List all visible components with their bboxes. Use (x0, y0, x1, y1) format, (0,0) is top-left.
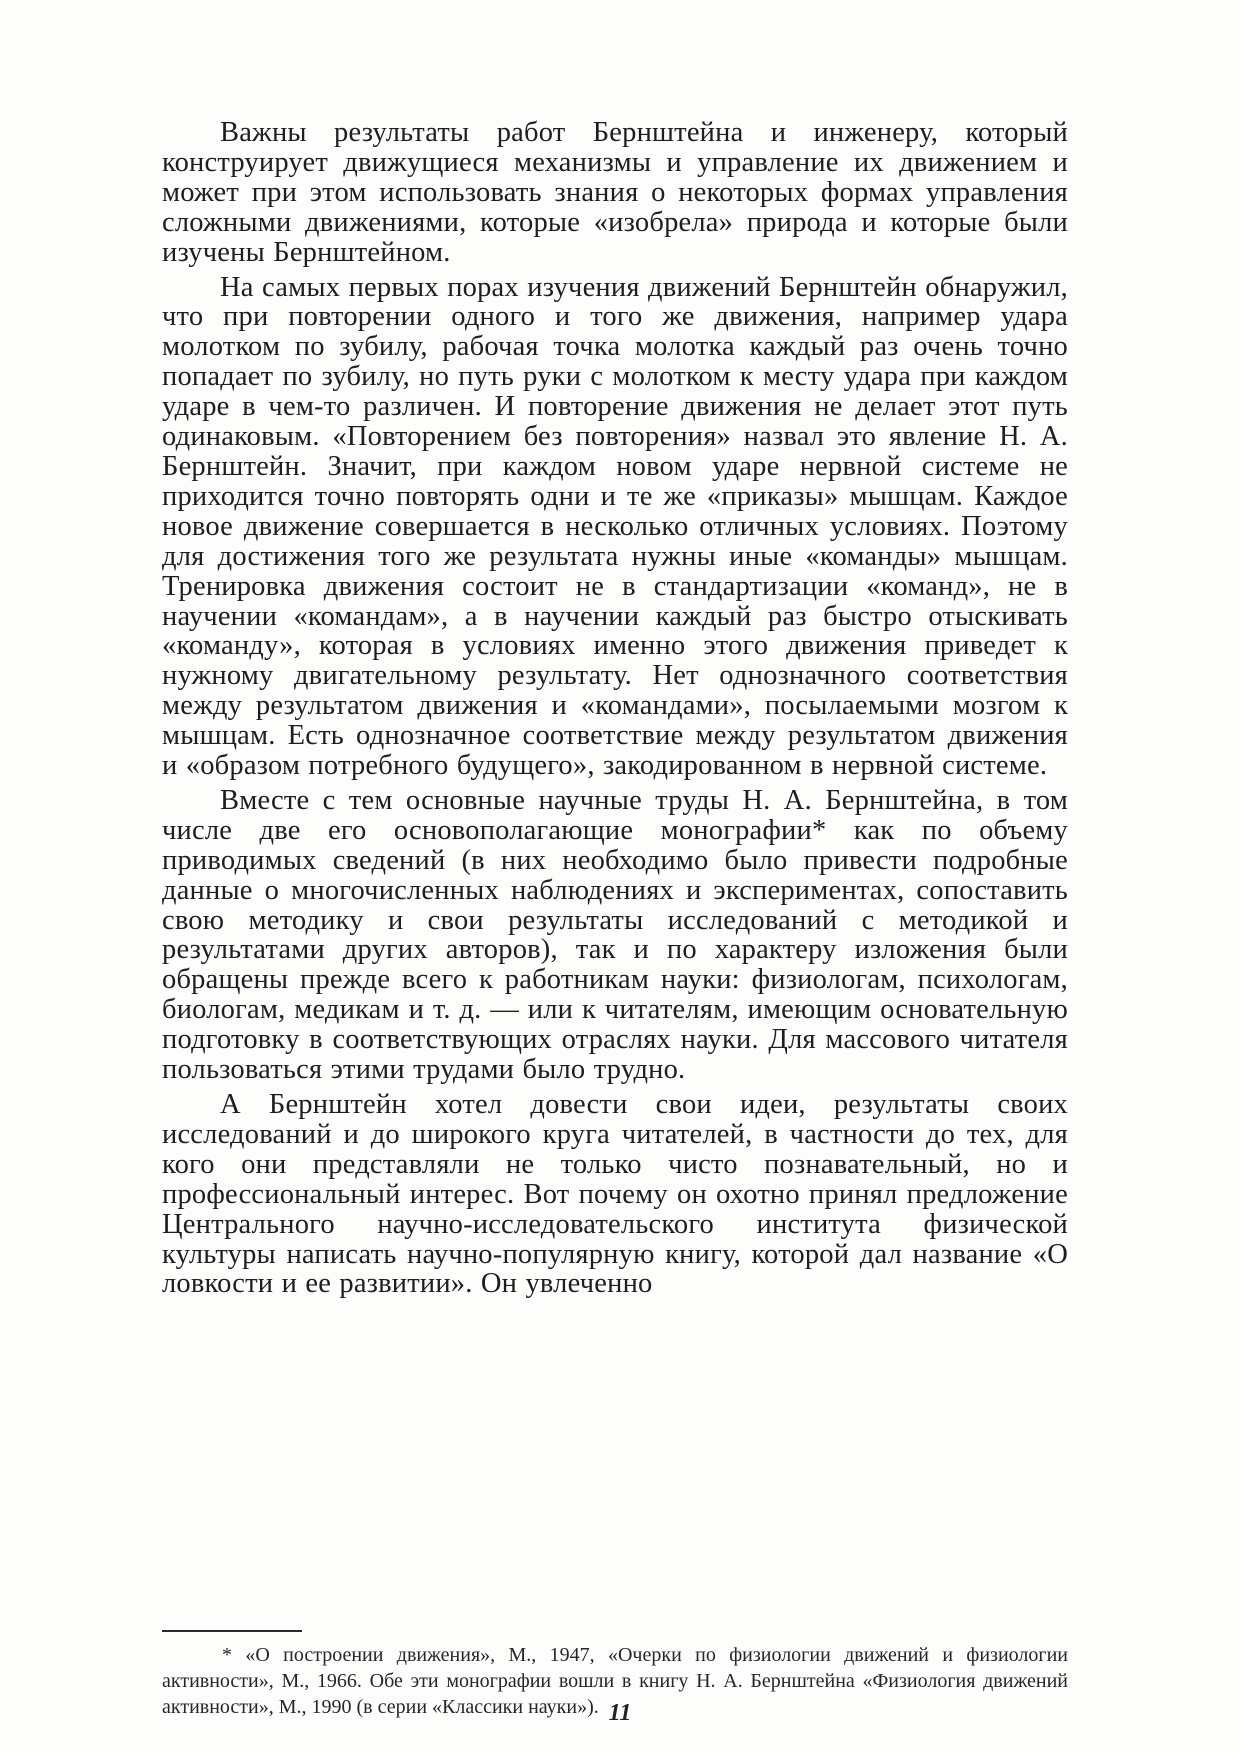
paragraph-2: На самых первых порах изучения движений Бернштейн обнаружил, что при повторении одного и того же движения, например удара молотком по зубилу, рабочая точка молотка каждый раз очень точно попадает по зубилу, но путь руки с молотком к месту удара при каждом ударе в чем-то различен. И повторение движения не делает этот путь одинаковым. «Повторением без повторения» назвал это явление Н. А. Бернштейн. Значит, при каждом новом ударе нервной системе не приходится точно повторять одни и те же «приказы» мышцам. Каждое новое движение совершается в несколько отличных условиях. Поэтому для достижения того же результата нужны иные «команды» мышцам. Тренировка движения состоит не в стандартизации «команд», не в научении «командам», а в научении каждый раз быстро отыскивать «команду», которая в условиях именно этого движения приведет к нужному двигательному результату. Нет однозначного соответствия между результатом движения и «командами», посылаемыми мозгом к мышцам. Есть однозначное соответствие между результатом движения и «образом потребного будущего», закодированном в нервной системе. (162, 271, 1068, 782)
footnote: * «О построении движения», М., 1947, «Очерки по физиологии движений и физиологии активности», М., 1966. Обе эти монографии вошли в книгу Н. А. Бернштейна «Физиология движений активности», М., 1990 (в серии «Классики науки»). (162, 1644, 1068, 1718)
page-number: 11 (608, 1700, 632, 1726)
paragraph-4: А Бернштейн хотел довести свои идеи, результаты своих исследований и до широкого круга читателей, в частности до тех, для кого они представляли не только чисто познавательный, но и профессиональный интерес. Вот почему он охотно принял предложение Центрального научно-исследовательского института физической культуры написать научно-популярную книгу, которой дал название «О ловкости и ее развитии». Он увлеченно (162, 1089, 1068, 1300)
main-text (162, 118, 1068, 1304)
paragraph-3: Вместе с тем основные научные труды Н. А. Бернштейна, в том числе две его основополагающие монографии* как по объему приводимых сведений (в них необходимо было привести подробные данные о многочисленных наблюдениях и экспериментах, сопоставить свою методику и свои результаты исследований с методикой и результатами других авторов), так и по характеру изложения были обращены прежде всего к работникам науки: физиологам, психологам, биологам, медикам и т. д. — или к читателям, имеющим основательную подготовку в соответствующих отраслях науки. Для массового читателя пользоваться этими трудами было трудно. (162, 784, 1068, 1086)
paragraph-1: Важны результаты работ Бернштейна и инженеру, который конструирует движущиеся механизмы и управление их движением и может при этом использовать знания о некоторых формах управления сложными движениями, которые «изобрела» природа и которые были изучены Бернштейном. (162, 117, 1068, 268)
footnote-divider (162, 1630, 302, 1632)
